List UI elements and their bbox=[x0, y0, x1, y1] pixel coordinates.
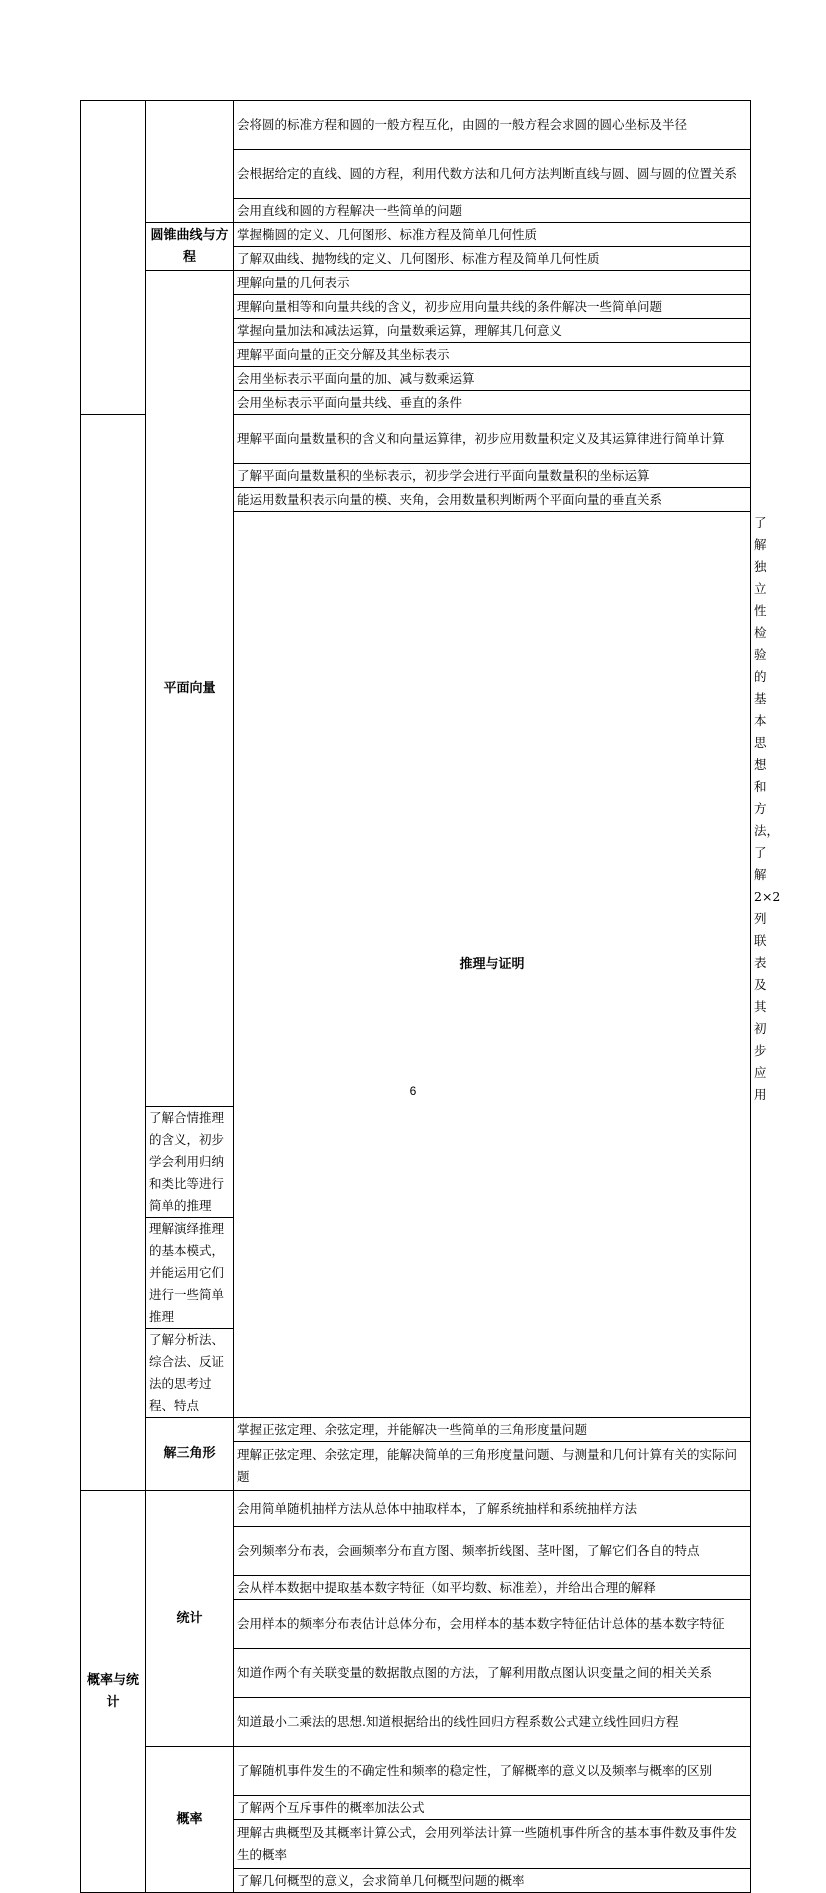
requirement-cell: 会根据给定的直线、圆的方程，利用代数方法和几何方法判断直线与圆、圆与圆的位置关系 bbox=[234, 150, 751, 199]
table-row bbox=[81, 1747, 751, 1796]
requirement-cell: 会将圆的标准方程和圆的一般方程互化，由圆的一般方程会求圆的圆心坐标及半径 bbox=[234, 101, 751, 150]
requirement-cell: 理解平面向量的正交分解及其坐标表示 bbox=[234, 343, 751, 367]
requirement-cell: 了解合情推理的含义，初步学会利用归纳和类比等进行简单的推理 bbox=[146, 1107, 234, 1218]
table-row bbox=[81, 101, 751, 150]
requirement-cell: 会列频率分布表，会画频率分布直方图、频率折线图、茎叶图，了解它们各自的特点 bbox=[234, 1527, 751, 1576]
topic-cell: 平面向量 bbox=[146, 271, 234, 1107]
topic-cell: 解三角形 bbox=[146, 1418, 234, 1491]
requirement-cell: 知道作两个有关联变量的数据散点图的方法，了解利用散点图认识变量之间的相关关系 bbox=[234, 1649, 751, 1698]
curriculum-table bbox=[80, 100, 781, 1893]
topic-cell: 推理与证明 bbox=[234, 512, 751, 1418]
requirement-cell: 了解几何概型的意义，会求简单几何概型问题的概率 bbox=[234, 1869, 751, 1893]
requirement-cell: 掌握正弦定理、余弦定理，并能解决一些简单的三角形度量问题 bbox=[234, 1418, 751, 1442]
requirement-cell: 会用坐标表示平面向量的加、减与数乘运算 bbox=[234, 367, 751, 391]
requirement-cell: 理解正弦定理、余弦定理，能解决简单的三角形度量问题、与测量和几何计算有关的实际问题 bbox=[234, 1442, 751, 1491]
category-cell bbox=[81, 415, 146, 1491]
requirement-cell: 理解平面向量数量积的含义和向量运算律，初步应用数量积定义及其运算律进行简单计算 bbox=[234, 415, 751, 464]
category-cell bbox=[81, 101, 146, 415]
topic-cell: 圆锥曲线与方程 bbox=[146, 223, 234, 271]
requirement-cell: 了解平面向量数量积的坐标表示，初步学会进行平面向量数量积的坐标运算 bbox=[234, 464, 751, 488]
requirement-cell: 了解随机事件发生的不确定性和频率的稳定性，了解概率的意义以及频率与概率的区别 bbox=[234, 1747, 751, 1796]
requirement-cell: 了解分析法、综合法、反证法的思考过程、特点 bbox=[146, 1329, 234, 1418]
requirement-cell: 理解演绎推理的基本模式，并能运用它们进行一些简单推理 bbox=[146, 1218, 234, 1329]
topic-cell: 概率 bbox=[146, 1747, 234, 1893]
requirement-cell: 会从样本数据中提取基本数字特征（如平均数、标准差），并给出合理的解释 bbox=[234, 1576, 751, 1600]
requirement-cell: 掌握椭圆的定义、几何图形、标准方程及简单几何性质 bbox=[234, 223, 751, 247]
requirement-cell: 知道最小二乘法的思想.知道根据给出的线性回归方程系数公式建立线性回归方程 bbox=[234, 1698, 751, 1747]
requirement-cell: 会用简单随机抽样方法从总体中抽取样本，了解系统抽样和系统抽样方法 bbox=[234, 1491, 751, 1527]
requirement-cell: 会用样本的频率分布表估计总体分布，会用样本的基本数字特征估计总体的基本数字特征 bbox=[234, 1600, 751, 1649]
table-row: 推理与证明 了解独立性检验的基本思想和方法，了解 2×2 列联表及其初步应用 bbox=[81, 512, 751, 1107]
requirement-cell: 会用直线和圆的方程解决一些简单的问题 bbox=[234, 199, 751, 223]
table-row bbox=[81, 223, 751, 247]
topic-cell bbox=[146, 101, 234, 223]
requirement-cell: 会用坐标表示平面向量共线、垂直的条件 bbox=[234, 391, 751, 415]
topic-cell: 统计 bbox=[146, 1491, 234, 1747]
requirement-cell: 理解向量相等和向量共线的含义，初步应用向量共线的条件解决一些简单问题 bbox=[234, 295, 751, 319]
curriculum-table-body bbox=[81, 101, 781, 1893]
requirement-cell: 理解向量的几何表示 bbox=[234, 271, 751, 295]
table-row bbox=[81, 1491, 751, 1527]
requirement-cell: 掌握向量加法和减法运算，向量数乘运算，理解其几何意义 bbox=[234, 319, 751, 343]
category-cell: 概率与统计 bbox=[81, 1491, 146, 1893]
table-row bbox=[81, 271, 751, 295]
requirement-cell: 能运用数量积表示向量的模、夹角，会用数量积判断两个平面向量的垂直关系 bbox=[234, 488, 751, 512]
requirement-cell: 了解双曲线、抛物线的定义、几何图形、标准方程及简单几何性质 bbox=[234, 247, 751, 271]
requirement-cell: 理解古典概型及其概率计算公式，会用列举法计算一些随机事件所含的基本事件数及事件发生的概率 bbox=[234, 1820, 751, 1869]
requirement-cell: 了解两个互斥事件的概率加法公式 bbox=[234, 1796, 751, 1820]
page-number: 6 bbox=[409, 1084, 417, 1098]
table-row bbox=[81, 1418, 751, 1442]
